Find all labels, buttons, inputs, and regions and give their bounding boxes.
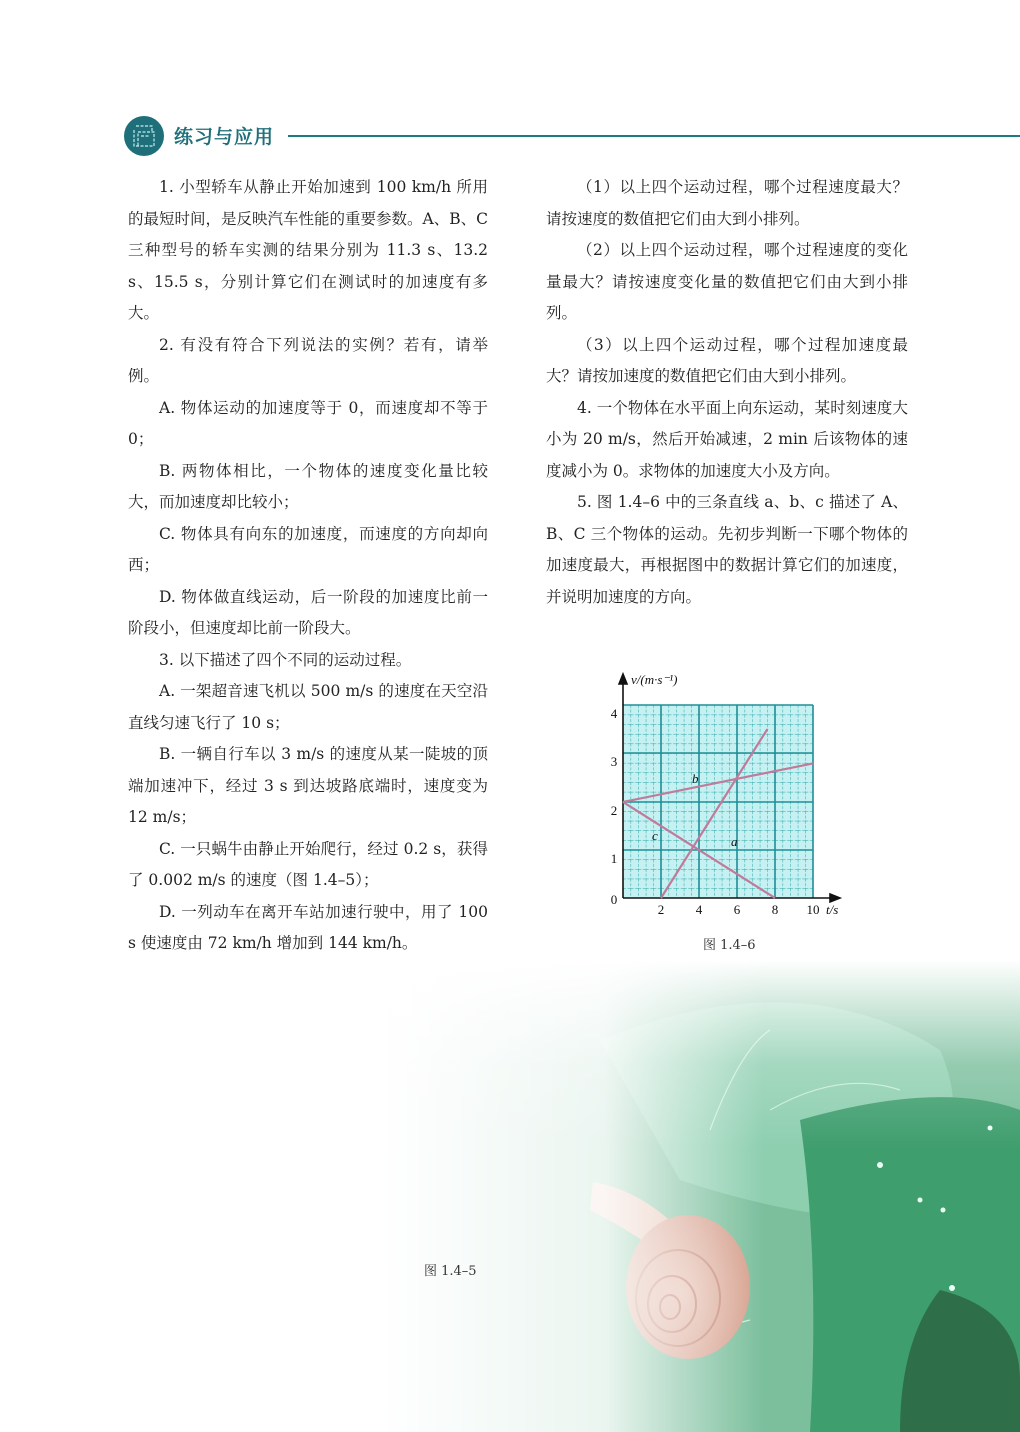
exercise-3-option-a: A. 一架超音速飞机以 500 m/s 的速度在天空沿直线匀速飞行了 10 s； xyxy=(128,682,488,732)
svg-text:8: 8 xyxy=(771,902,779,917)
figure-1-4-5-caption: 图 1.4–5 xyxy=(424,1264,477,1279)
exercise-2-option-c: C. 物体具有向东的加速度，而速度的方向却向西； xyxy=(128,524,488,574)
svg-text:a: a xyxy=(731,834,738,849)
velocity-time-chart xyxy=(600,664,860,924)
svg-text:4: 4 xyxy=(610,706,618,721)
left-column xyxy=(128,172,488,960)
svg-text:1: 1 xyxy=(610,851,618,866)
exercise-3-option-b: B. 一辆自行车以 3 m/s 的速度从某一陡坡的顶端加速冲下，经过 3 s 到达坡路底端时，速度变为 12 m/s； xyxy=(128,745,488,826)
right-column xyxy=(546,172,908,613)
svg-text:6: 6 xyxy=(733,902,741,917)
exercise-5: 5. 图 1.4–6 中的三条直线 a、b、c 描述了 A、B、C 三个物体的运动。先初步判断一下哪个物体的加速度最大，再根据图中的数据计算它们的加速度，并说明加速度的方向。 xyxy=(546,493,908,606)
exercise-3-option-c: C. 一只蜗牛由静止开始爬行，经过 0.2 s，获得了 0.002 m/s 的速度（图 1.4–5）； xyxy=(128,839,488,889)
svg-text:0: 0 xyxy=(610,892,618,907)
svg-text:t/s: t/s xyxy=(826,902,839,917)
header-divider xyxy=(288,135,1020,137)
exercise-3-option-d: D. 一列动车在离开车站加速行驶中，用了 100 s 使速度由 72 km/h 增加到 144 km/h。 xyxy=(128,902,488,952)
svg-text:b: b xyxy=(692,771,699,786)
exercise-2-option-d: D. 物体做直线运动，后一阶段的加速度比前一阶段小，但速度却比前一阶段大。 xyxy=(128,587,488,637)
section-title: 练习与应用 xyxy=(174,126,275,148)
svg-text:c: c xyxy=(652,828,658,843)
svg-text:4: 4 xyxy=(695,902,703,917)
exercise-1: 1. 小型轿车从静止开始加速到 100 km/h 所用的最短时间，是反映汽车性能的重要参数。A、B、C 三种型号的轿车实测的结果分别为 11.3 s、13.2 s、15.5 s，分别计算它们在测试时的加速度有多大。 xyxy=(128,178,488,322)
practice-badge-icon xyxy=(124,116,164,156)
snail-on-leaf-photo xyxy=(380,960,1020,1432)
exercise-2: 2. 有没有符合下列说法的实例？若有，请举例。 xyxy=(128,335,488,385)
exercise-4: 4. 一个物体在水平面上向东运动，某时刻速度大小为 20 m/s，然后开始减速，2 min 后该物体的速度减小为 0。求物体的加速度大小及方向。 xyxy=(546,398,908,480)
exercise-3-question-3: （3）以上四个运动过程，哪个过程加速度最大？请按加速度的数值把它们由大到小排列。 xyxy=(546,335,908,385)
svg-text:v/(m·s⁻¹): v/(m·s⁻¹) xyxy=(631,672,678,687)
exercise-3: 3. 以下描述了四个不同的运动过程。 xyxy=(159,650,412,669)
figure-1-4-6-caption: 图 1.4–6 xyxy=(703,938,756,953)
section-header xyxy=(124,116,1020,156)
exercise-2-option-a: A. 物体运动的加速度等于 0，而速度却不等于 0； xyxy=(128,398,488,448)
svg-text:10: 10 xyxy=(806,902,820,917)
svg-text:2: 2 xyxy=(610,803,618,818)
exercise-3-question-1: （1）以上四个运动过程，哪个过程速度最大？请按速度的数值把它们由大到小排列。 xyxy=(546,178,908,228)
exercise-3-question-2: （2）以上四个运动过程，哪个过程速度的变化量最大？请按速度变化量的数值把它们由大到小排列。 xyxy=(546,241,908,322)
svg-text:3: 3 xyxy=(610,754,618,769)
exercise-2-option-b: B. 两物体相比，一个物体的速度变化量比较大，而加速度却比较小； xyxy=(128,461,488,511)
svg-text:2: 2 xyxy=(657,902,665,917)
